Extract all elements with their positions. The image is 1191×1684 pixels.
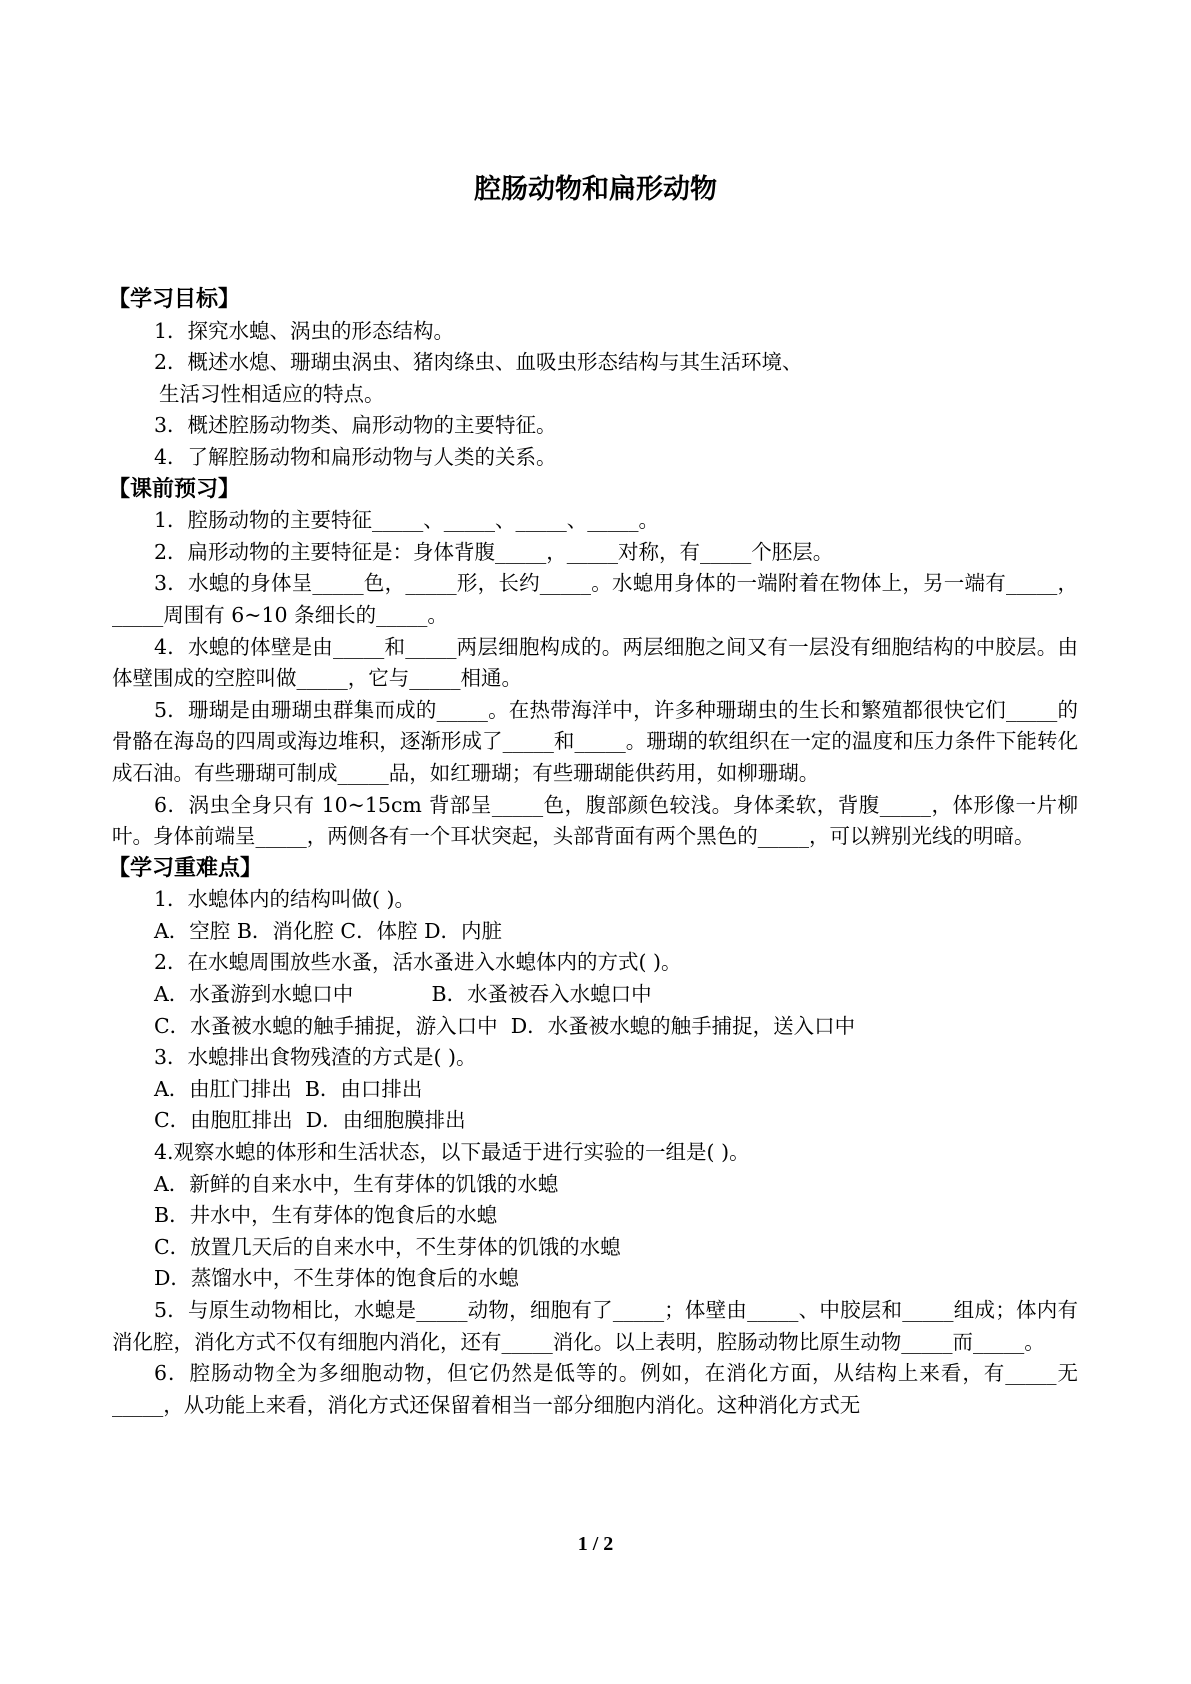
preview-item: 3．水螅的身体呈_____色，_____形，长约_____。水螅用身体的一端附着在物体上，另一端有_____，_____周围有 6~10 条细长的_____。: [112, 571, 1078, 627]
page-title: 腔肠动物和扁形动物: [474, 174, 717, 205]
question-option: D．蒸馏水中，不生芽体的饱食后的水螅: [154, 1266, 519, 1291]
question-options: A．水蚤游到水螅口中 B．水蚤被吞入水螅口中: [154, 982, 652, 1007]
heading-learning-goals: 【学习目标】: [108, 287, 241, 312]
question-option: B．井水中，生有芽体的饱食后的水螅: [154, 1203, 498, 1228]
question: 6．腔肠动物全为多细胞动物，但它仍然是低等的。例如，在消化方面，从结构上来看，有_____无_____，从功能上来看，消化方式还保留着相当一部分细胞内消化。这种消化方式无: [112, 1361, 1078, 1417]
question-options: C．由胞肛排出 D．由细胞膜排出: [154, 1108, 466, 1133]
question: 2．在水螅周围放些水蚤，活水蚤进入水螅体内的方式( )。: [154, 950, 682, 975]
question-options: C．水蚤被水螅的触手捕捉，游入口中 D．水蚤被水螅的触手捕捉，送入口中: [154, 1013, 856, 1038]
page-number: 1 / 2: [577, 1533, 614, 1555]
preview-item: 5．珊瑚是由珊瑚虫群集而成的_____。在热带海洋中，许多种珊瑚虫的生长和繁殖都很快它们_____的骨骼在海岛的四周或海边堆积，逐渐形成了_____和_____。珊瑚的软组织在一定的温度和压力条件下能转化成石油。有些珊瑚可制成_____品，如红珊瑚；有些珊瑚能供药用，如柳珊瑚。: [112, 697, 1078, 785]
question-option: C．放置几天后的自来水中，不生芽体的饥饿的水螅: [154, 1234, 621, 1259]
goal-item: 1．探究水螅、涡虫的形态结构。: [154, 318, 455, 343]
question-options: A．空腔 B．消化腔 C．体腔 D．内脏: [154, 918, 503, 943]
preview-item: 4．水螅的体壁是由_____和_____两层细胞构成的。两层细胞之间又有一层没有细胞结构的中胶层。由体壁围成的空腔叫做_____，它与_____相通。: [112, 634, 1078, 691]
preview-item: 2．扁形动物的主要特征是：身体背腹_____，_____对称，有_____个胚层。: [154, 539, 834, 564]
goal-item-continued: 生活习性相适应的特点。: [159, 381, 385, 406]
preview-item: 6．涡虫全身只有 10~15cm 背部呈_____色，腹部颜色较浅。身体柔软，背腹_____，体形像一片柳叶。身体前端呈_____，两侧各有一个耳状突起，头部背面有两个黑色的_____，可以辨别光线的明暗。: [112, 792, 1078, 849]
document-body: [108, 284, 1078, 1421]
heading-key-points: 【学习重难点】: [108, 855, 263, 881]
goal-item: 4．了解腔肠动物和扁形动物与人类的关系。: [154, 444, 557, 469]
question-option: A．新鲜的自来水中，生有芽体的饥饿的水螅: [154, 1171, 559, 1196]
goal-item: 2．概述水熄、珊瑚虫涡虫、猪肉绦虫、血吸虫形态结构与其生活环境、: [154, 350, 803, 375]
question: 1．水螅体内的结构叫做( )。: [154, 887, 416, 912]
question: 3．水螅排出食物残渣的方式是( )。: [154, 1045, 477, 1070]
preview-item: 1．腔肠动物的主要特征_____、_____、_____、_____。: [154, 508, 660, 533]
question: 4.观察水螅的体形和生活状态，以下最适于进行实验的一组是( )。: [154, 1140, 750, 1165]
question-options: A．由肛门排出 B．由口排出: [154, 1076, 423, 1101]
heading-preview: 【课前预习】: [108, 476, 241, 502]
goal-item: 3．概述腔肠动物类、扁形动物的主要特征。: [154, 413, 557, 438]
question: 5．与原生动物相比，水螅是_____动物，细胞有了_____；体壁由_____、中胶层和_____组成；体内有消化腔，消化方式不仅有细胞内消化，还有_____消化。以上表明，腔肠动物比原生动物_____而_____。: [112, 1298, 1078, 1354]
